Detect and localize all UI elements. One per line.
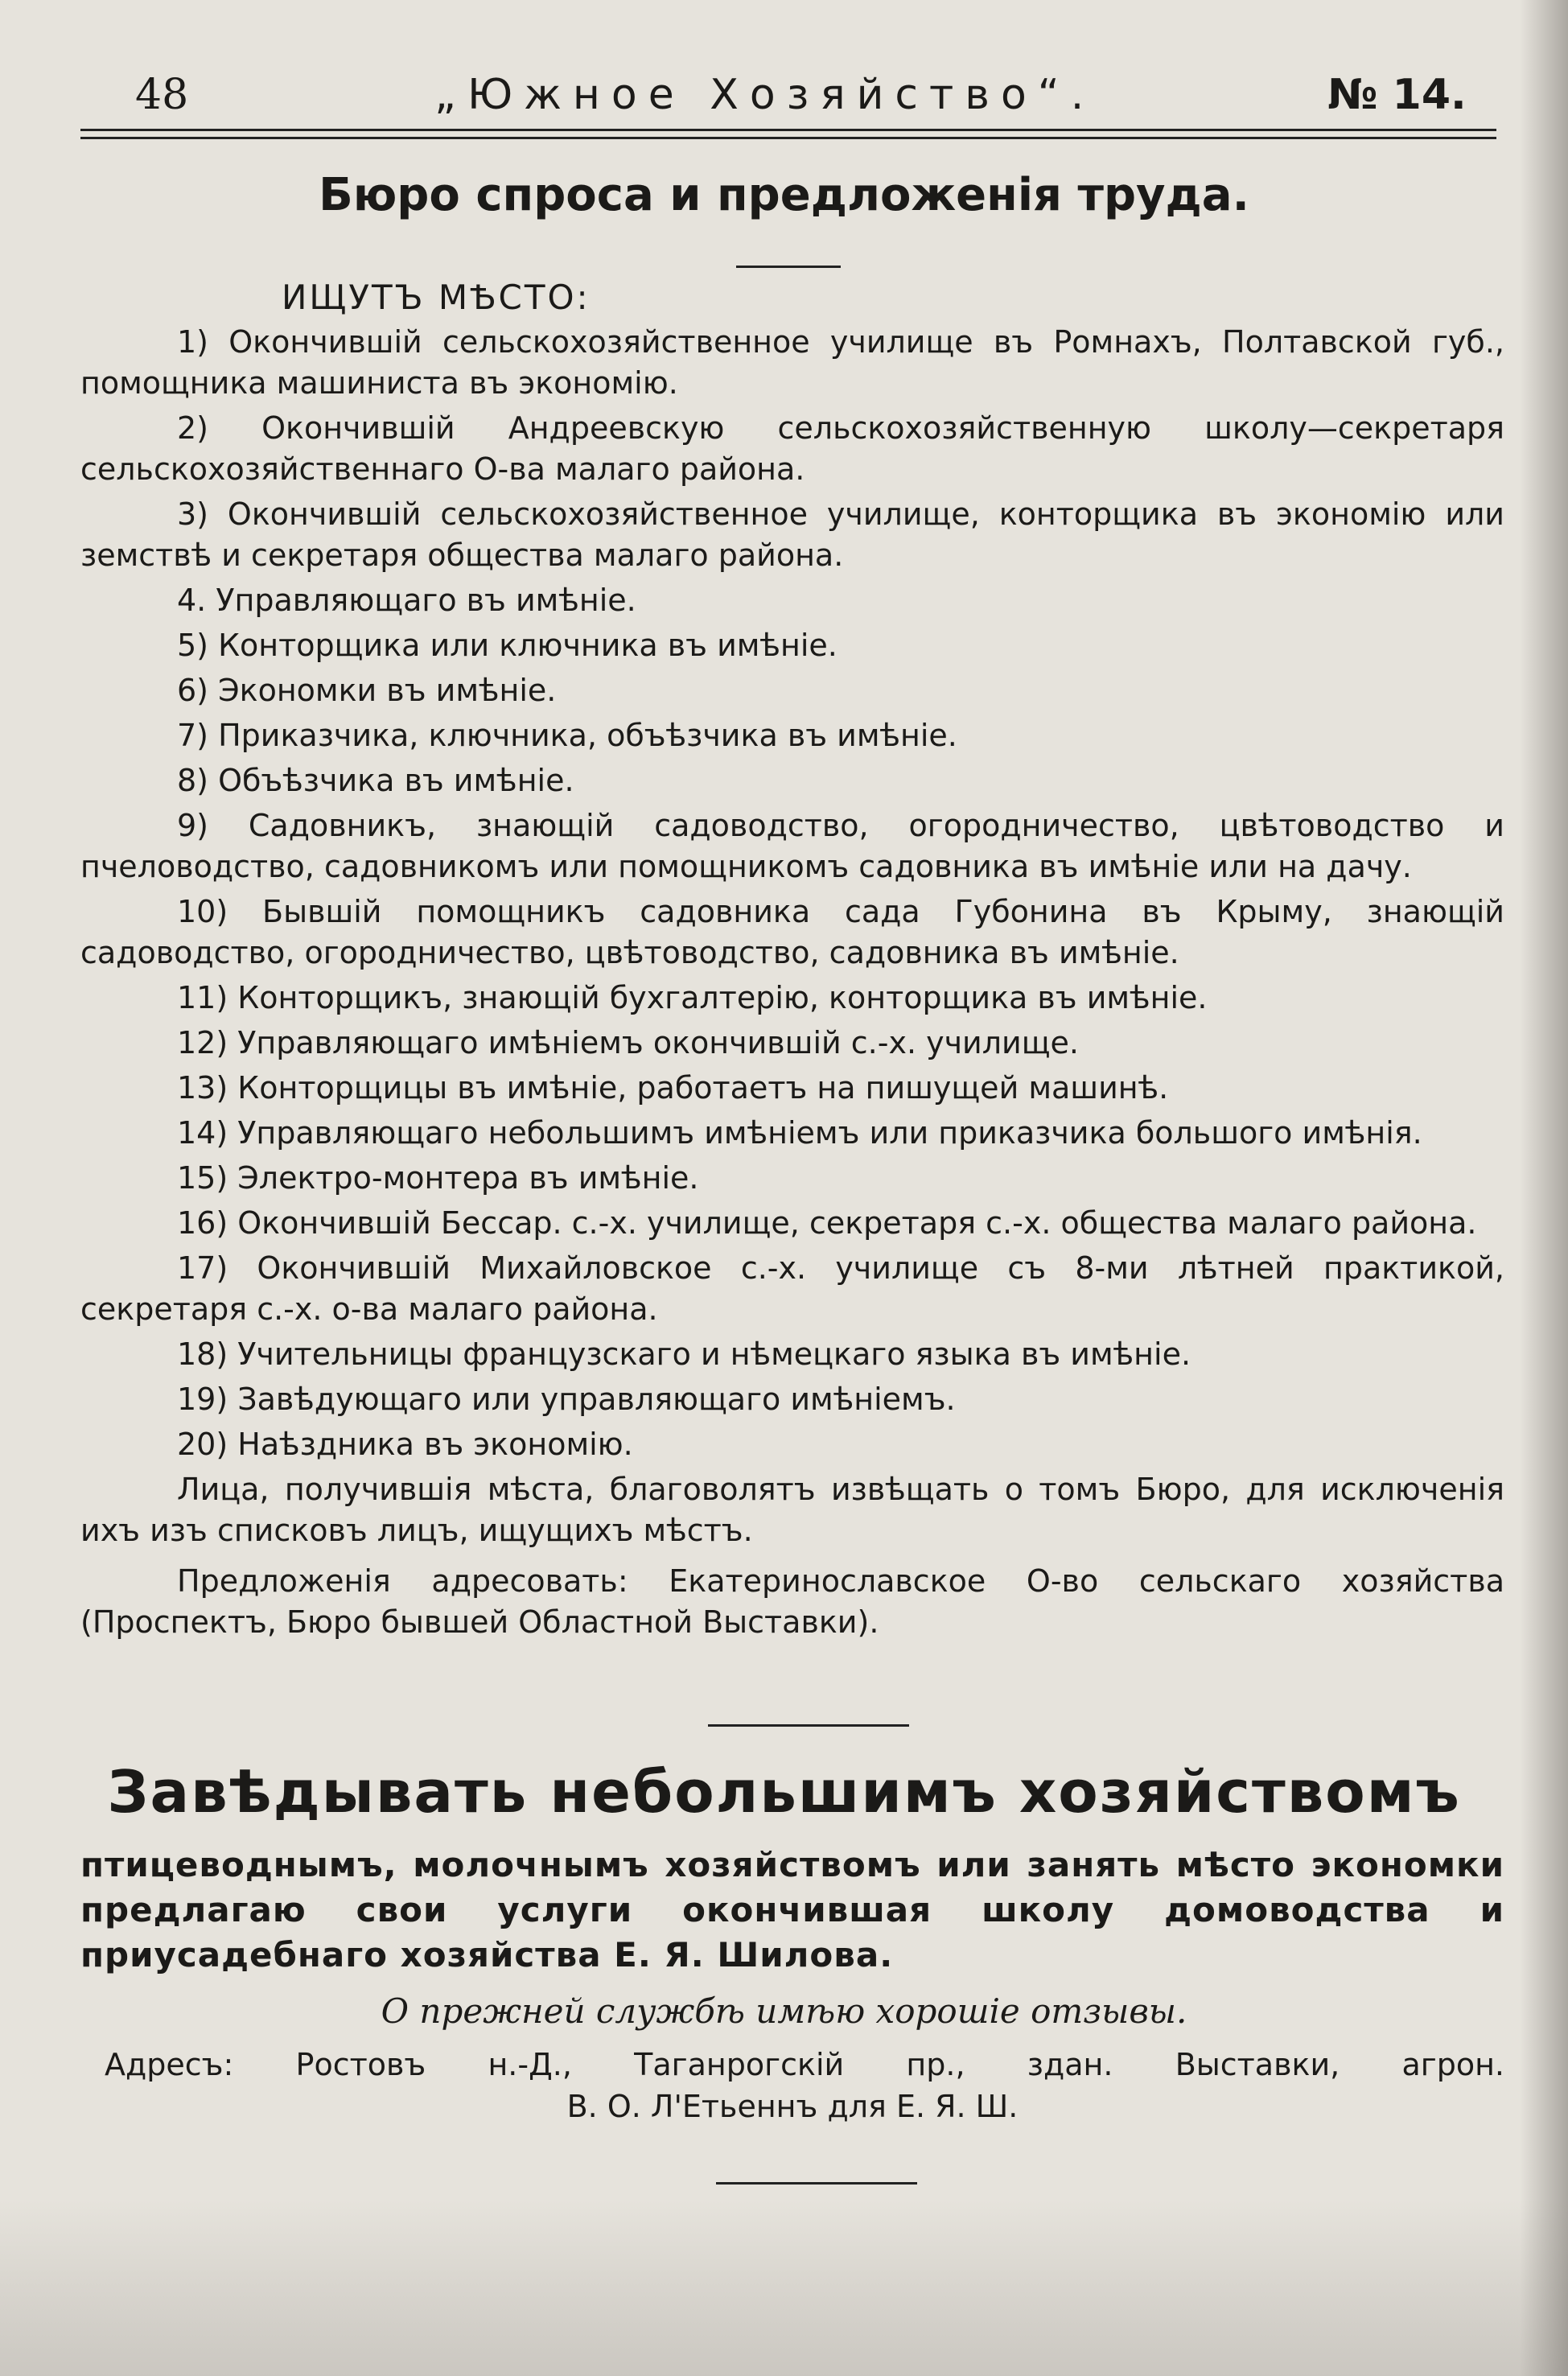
list-item: 16) Окончившій Бессар. с.-х. училище, секретаря с.-х. общества малаго района. bbox=[177, 1205, 1477, 1241]
page-bottom-shading bbox=[0, 2199, 1568, 2376]
ad-references: О прежней службѣ имѣю хорошіе отзывы. bbox=[381, 1991, 1187, 2031]
notice-paragraph: Лица, получившія мѣста, благоволятъ извѣщать о томъ Бюро, для исключенія ихъ изъ списковъ лицъ, ищущихъ мѣстъ. bbox=[80, 1472, 1504, 1548]
ad-address bbox=[80, 2044, 1504, 2127]
page-number: 48 bbox=[135, 71, 189, 119]
list-item: 11) Конторщикъ, знающій бухгалтерію, конторщика въ имѣніе. bbox=[177, 980, 1208, 1015]
list-item: 20) Наѣздника въ экономію. bbox=[177, 1427, 633, 1462]
list-item: 1) Окончившій сельскохозяйственное училище въ Ромнахъ, Полтавской губ., помощника машиниста въ экономію. bbox=[80, 324, 1504, 401]
contact-paragraph: Предложенія адресовать: Екатеринославское О-во сельскаго хозяйства (Проспектъ, Бюро бывшей Областной Выставки). bbox=[80, 1563, 1504, 1640]
ad-divider-top bbox=[708, 1724, 909, 1727]
list-item: 17) Окончившій Михайловское с.-х. училище съ 8-ми лѣтней практикой, секретаря с.-х. о-ва малаго района. bbox=[80, 1250, 1504, 1327]
list-item: 14) Управляющаго небольшимъ имѣніемъ или приказчика большого имѣнія. bbox=[177, 1115, 1422, 1151]
section-title: Бюро спроса и предложенія труда. bbox=[319, 169, 1249, 221]
address-line-1: Адресъ: Ростовъ н.-Д., Таганрогскій пр., здан. Выставки, агрон. bbox=[105, 2047, 1504, 2082]
title-divider bbox=[736, 266, 841, 268]
list-item: 10) Бывшій помощникъ садовника сада Губонина въ Крыму, знающій садоводство, огородничество, цвѣтоводство, садовника въ имѣніе. bbox=[80, 894, 1504, 970]
list-item: 8) Объѣзчика въ имѣніе. bbox=[177, 763, 574, 798]
issue-number: № 14. bbox=[1327, 71, 1467, 119]
ad-divider-bottom bbox=[716, 2182, 917, 2185]
address-line-2: В. О. Л'Етьеннъ для Е. Я. Ш. bbox=[566, 2089, 1019, 2124]
list-item: 13) Конторщицы въ имѣніе, работаетъ на пишущей машинѣ. bbox=[177, 1070, 1169, 1106]
ad-title: Завѣдывать небольшимъ хозяйствомъ bbox=[107, 1758, 1461, 1826]
header-rule-top bbox=[80, 129, 1496, 131]
list-item: 18) Учительницы французскаго и нѣмецкаго языка въ имѣніе. bbox=[177, 1336, 1191, 1372]
list-item: 15) Электро-монтера въ имѣніе. bbox=[177, 1160, 699, 1196]
list-item: 6) Экономки въ имѣніе. bbox=[177, 673, 557, 708]
section-subheading: ИЩУТЪ МѢСТО: bbox=[282, 278, 591, 317]
ad-text: птицеводнымъ, молочнымъ хозяйствомъ или занять мѣсто экономки предлагаю свои услуги окончившая школу домоводства и приусадебнаго хозяйства Е. Я. Шилова. bbox=[80, 1845, 1504, 1975]
list-item: 19) Завѣдующаго или управляющаго имѣніемъ. bbox=[177, 1382, 956, 1417]
header-rule-bottom bbox=[80, 137, 1496, 139]
list-item: 5) Конторщика или ключника въ имѣніе. bbox=[177, 628, 838, 663]
page-header bbox=[80, 71, 1496, 127]
job-listings bbox=[80, 322, 1504, 1643]
list-item: 7) Приказчика, ключника, объѣзчика въ имѣніе. bbox=[177, 718, 957, 753]
list-item: 4. Управляющаго въ имѣніе. bbox=[177, 583, 636, 618]
journal-title: „Южное Хозяйство“. bbox=[434, 71, 1096, 119]
ad-body bbox=[80, 1843, 1504, 1978]
list-item: 9) Садовникъ, знающій садоводство, огородничество, цвѣтоводство и пчеловодство, садовникомъ или помощникомъ садовника въ имѣніе или на дачу. bbox=[80, 808, 1504, 884]
list-item: 2) Окончившій Андреевскую сельскохозяйственную школу—секретаря сельскохозяйственнаго О-ва малаго района. bbox=[80, 410, 1504, 487]
list-item: 3) Окончившій сельскохозяйственное училище, конторщика въ экономію или земствѣ и секретаря общества малаго района. bbox=[80, 496, 1504, 573]
list-item: 12) Управляющаго имѣніемъ окончившій с.-х. училище. bbox=[177, 1025, 1079, 1060]
